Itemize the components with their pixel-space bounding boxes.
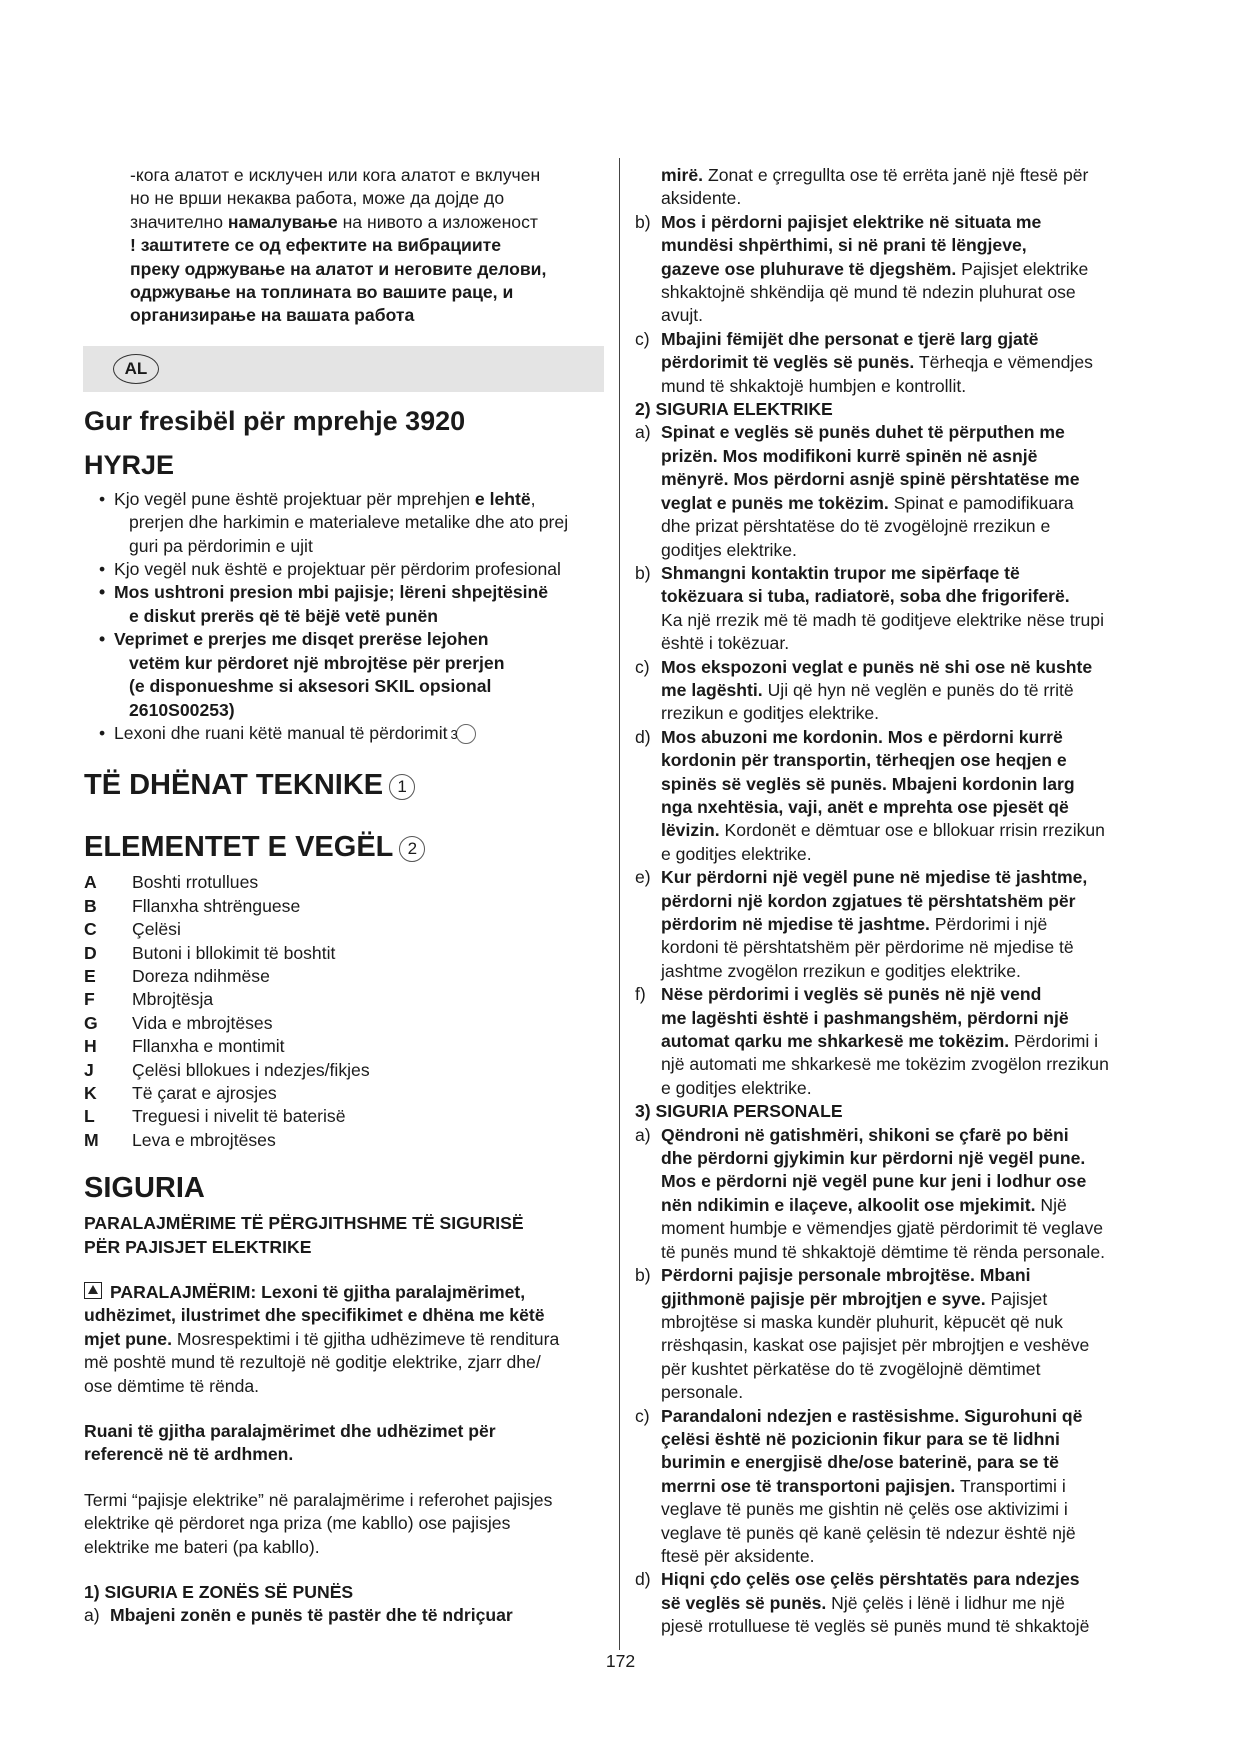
list-item [635,211,1155,328]
text-span-bold: veglat e punës me tokëzim. [661,492,889,513]
text-line: më poshtë mund të rezultojë në goditje elektrike, zjarr dhe/ [84,1352,541,1373]
item-marker: d) [635,1569,651,1590]
warning-icon [84,1282,102,1299]
list-item [84,722,604,745]
elements-heading [84,829,604,865]
text-span-bold: mirë. [661,165,704,185]
text-line: të punës mund të shkaktojë dëmtime të rënda personale. [661,1241,1106,1262]
list-item [84,581,604,628]
list-item [84,558,604,581]
text-line: avujt. [661,305,704,326]
text-line: moment humbje e vëmendjes gjatë përdorimit të veglave [661,1218,1104,1239]
item-marker: e) [635,867,651,888]
general-warning [84,1281,604,1398]
text-line: ftesë për aksidente. [661,1545,815,1566]
element-label: Butoni i bllokimit të boshtit [132,942,336,963]
text-span: Spinat e pamodifikuara [888,492,1074,513]
text-line: e goditjes elektrike. [661,843,812,864]
element-label: Leva e mbrojtëses [132,1129,276,1150]
text-span: Transportimi i [955,1475,1066,1496]
list-item [635,866,1155,983]
text-line: pjesë rrotulluese të veglës së punës mund të shkaktojë [661,1616,1090,1637]
text-span: PARALAJMËRIM: Lexoni të gjitha paralajmërimet, [110,1282,526,1302]
text-line: Mos e përdorni një vegël pune kur jeni i lodhur ose [661,1171,1087,1192]
text-span: Përdorimi i një [929,914,1048,934]
left-column [84,164,604,1628]
text-line: rrezikun e goditjes elektrike. [661,703,880,724]
figure-ref-1: 1 [389,774,415,800]
text-line: Spinat e veglës së punës duhet të përputhen me [661,422,1065,443]
text-span: Pajisjet elektrike [956,258,1089,279]
text-span: Mos ushtroni presion mbi pajisje; lëreni shpejtësinë [114,582,549,603]
text-span: Veprimet e prerjes me disqet prerëse lejohen [114,629,489,650]
text-line: nga nxehtësia, vaji, anët e mprehta ose pjesët që [661,796,1069,817]
text-line [661,1288,1155,1311]
element-key: D [84,942,97,963]
list-item [635,1264,1155,1404]
text-line: одржување на топлината во вашите раце, и [130,282,514,303]
item-marker: a) [84,1605,100,1626]
list-item [635,1568,1155,1638]
text-line [661,819,1155,842]
element-row [84,1035,604,1058]
elements-list [84,871,604,1152]
element-label: Fllanxha e montimit [132,1036,285,1057]
page-number: 172 [605,1651,636,1671]
text-line: është i tokëzuar. [661,633,790,654]
text-line: Nëse përdorimi i veglës së punës në një vend [661,984,1042,1005]
element-key: C [84,919,97,940]
macedonian-intro [84,164,604,328]
list-item [84,628,604,722]
text-line: dhe përdorni gjykimin kur përdorni një vegël pune. [661,1148,1086,1169]
text-line: prizën. Mos modifikoni kurrë spinën në asnjë [661,445,1038,466]
figure-ref-2: 2 [399,836,425,862]
element-row [84,965,604,988]
term-definition [84,1489,604,1559]
text-line: Mos ekspozoni veglat e punës në shi ose në kushte [661,656,1093,677]
text-line: veglave të punës që kanë çelësin të ndezur është një [661,1522,1076,1543]
text-line: udhëzimet, ilustrimet dhe specifikimet e dhëna me këtë [84,1305,545,1326]
text-span-bold: gazeve ose pluhurave të djegshëm. [661,258,957,279]
text-line: Hiqni çdo çelës ose çelës përshtatës para ndezjes [661,1569,1080,1590]
text-line: ! заштитете се од ефектите на вибрациите [130,235,502,256]
text-span-bold: përdorim në mjedise të jashtme. [661,914,930,934]
text-line: преку одржување на алатот и неговите делови, [130,258,547,279]
heading-text: TË DHËNAT TEKNIKE [84,769,384,802]
text-line [661,492,1155,515]
text-span: значително [130,211,228,232]
text-line: aksidente. [661,188,742,209]
text-span-bold: automat qarku me shkarkesë me tokëzim. [661,1031,1010,1052]
element-row [84,871,604,894]
element-row [84,895,604,918]
element-row [84,942,604,965]
text-line: dhe prizat përshtatëse do të zvogëlojnë rrezikun e [661,516,1051,537]
text-line: Parandaloni ndezjen e rastësishme. Sigurohuni që [661,1405,1083,1426]
element-key: A [84,872,97,893]
text-span: e diskut prerës që të bëjë vetë punën [129,605,438,626]
figure-ref-3: 3 [456,724,476,744]
list-item [635,328,1155,398]
text-line: mbrojtëse si maska kundër pluhurit, këpucët që nuk [661,1311,1063,1332]
column-divider [619,158,620,1650]
element-row [84,918,604,941]
text-line [661,913,1155,936]
text-span: Tërheqja e vëmendjes [914,352,1093,373]
list-item [635,983,1155,1100]
item-marker: f) [635,984,646,1005]
element-row [84,1129,604,1152]
text-line: Termi “pajisje elektrike” në paralajmërime i referohet pajisjes [84,1489,553,1510]
element-label: Fllanxha shtrënguese [132,895,301,916]
text-span: guri pa përdorimin e ujit [129,535,313,556]
text-line: përdorni një kordon zgjatues të përshtatshëm për [661,890,1076,911]
list-item [635,562,1155,656]
element-key: H [84,1036,97,1057]
text-line: Mos abuzoni me kordonin. Mos e përdorni kurrë [661,726,1063,747]
text-span-bold: gjithmonë pajisje për mbrojtjen e syve. [661,1288,986,1309]
text-span: на нивото а изложеност [337,211,538,232]
text-span: Zonat e çrregullta ose të errëta janë një ftesë për [703,165,1089,185]
text-span-bold: lëvizin. [661,820,720,841]
text-span: Lexoni dhe ruani këtë manual të përdorimit [114,722,448,743]
item-marker: b) [635,211,651,232]
heading-text: ELEMENTET E VEGËL [84,831,394,864]
list-item [635,421,1155,561]
text-line [661,1194,1155,1217]
language-badge: AL [113,354,159,384]
text-line: e goditjes elektrike. [661,1077,812,1098]
text-line: но не врши некаква работа, може да дојде до [130,188,505,209]
text-line: PARALAJMËRIME TË PËRGJITHSHME TË SIGURISË [84,1213,524,1234]
text-line: организирање на вашата работа [130,305,415,326]
text-line: shkaktojnë shkëndija që mund të ndezin pluhurat ose [661,282,1076,303]
element-key: L [84,1106,95,1127]
text-line: Mos i përdorni pajisjet elektrike në situata me [661,211,1042,232]
keep-instructions [84,1420,604,1467]
text-line: Përdorni pajisje personale mbrojtëse. Mbani [661,1265,1031,1286]
text-line [661,164,1155,187]
text-line: Ruani të gjitha paralajmërimet dhe udhëzimet për [84,1421,496,1442]
text-span-bold: mjet pune. [84,1328,172,1349]
item-marker: c) [635,328,650,349]
element-key: M [84,1129,99,1150]
text-span: Një [1035,1194,1067,1215]
element-label: Çelësi bllokues i ndezjes/fikjes [132,1059,370,1080]
text-span-bold: merrni ose të transportoni pajisjen. [661,1475,956,1496]
text-line: burimin e energjisë dhe/ose baterinë, para se të [661,1452,1059,1473]
text-line: Qëndroni në gatishmëri, shikoni se çfarë po bëni [661,1124,1069,1145]
tech-heading [84,767,604,803]
item-marker: c) [635,1405,650,1426]
list-item [635,1405,1155,1569]
text-line: referencë në të ardhmen. [84,1444,294,1465]
item-marker: d) [635,726,651,747]
text-span-bold: e lehtë [474,488,531,509]
element-row [84,1105,604,1128]
element-key: E [84,965,96,986]
text-line: PËR PAJISJET ELEKTRIKE [84,1236,312,1257]
text-span: (e disponueshme si aksesori SKIL opsional [129,676,492,697]
text-line [84,211,604,234]
text-line: personale. [661,1382,744,1403]
text-span: 2610S00253) [129,699,235,720]
text-line: një automati me shkarkesë me tokëzim zvogëlon rrezikun [661,1054,1109,1075]
product-title: Gur fresibël për mprehje 3920 [84,405,466,436]
list-item [635,1124,1155,1264]
list-item [635,656,1155,726]
text-line [661,1475,1155,1498]
text-line [84,1328,604,1351]
text-line: jashtme zvogëlon rrezikun e goditjes elektrike. [661,960,1021,981]
element-label: Vida e mbrojtëses [132,1012,273,1033]
text-line: kordoni të përshtatshëm për përdorime në mjedise të [661,937,1074,958]
element-row [84,1012,604,1035]
section-heading: 2) SIGURIA ELEKTRIKE [635,399,833,420]
text-line [661,351,1155,374]
item-marker: a) [635,422,651,443]
text-line: ose dëmtime të rënda. [84,1375,260,1396]
element-label: Mbrojtësja [132,989,214,1010]
siguria-heading: SIGURIA [84,1172,205,1205]
hyrje-heading: HYRJE [84,449,175,480]
text-line: rrëshqasin, kaskat ose pajisjet për mbrojtjen e veshëve [661,1335,1090,1356]
work-area-section [84,1581,604,1628]
element-label: Çelësi [132,919,181,940]
text-span: Mosrespektimi i të gjitha udhëzimeve të renditura [171,1328,560,1349]
element-label: Treguesi i nivelit të baterisë [132,1106,346,1127]
text-line: elektrike me bateri (pa kabllo). [84,1536,320,1557]
text-span: vetëm kur përdoret një mbrojtëse për prerjen [129,652,505,673]
text-line: Shmangni kontaktin trupor me sipërfaqe të [661,562,1020,583]
text-span: Përdorimi i [1009,1031,1099,1052]
element-row [84,1059,604,1082]
text-line: -кога алатот е исклучен или кога алатот е вклучен [130,165,541,185]
element-label: Boshti rrotullues [132,872,259,893]
text-line: Kur përdorni një vegël pune në mjedise të jashtme, [661,867,1088,888]
text-line: për kushtet përkatëse do të zvogëlojnë dëmtimet [661,1358,1041,1379]
item-marker: b) [635,1265,651,1286]
section-heading: 1) SIGURIA E ZONËS SË PUNËS [84,1582,354,1603]
text-line: mund të shkaktojë humbjen e kontrollit. [661,375,967,396]
language-band [83,346,604,392]
text-span: , [530,488,536,509]
text-span: Pajisjet [985,1288,1048,1309]
text-span-bold: së veglës së punës. [661,1592,827,1613]
text-span: Kjo vegël pune është projektuar për mprehjen [114,488,475,509]
text-span: Uji që hyn në veglën e punës do të rritë [762,679,1074,700]
text-line: veglave të punës me gishtin në çelës ose aktivizimi i [661,1499,1068,1520]
text-span: Kordonët e dëmtuar ose e bllokuar rrisin rrezikun [719,820,1105,841]
text-span: Kjo vegël nuk është e projektuar për përdorim profesional [114,559,561,580]
text-line [84,1281,604,1304]
element-key: B [84,895,97,916]
text-span: Një çelës i lënë i lidhur me një [826,1592,1065,1613]
item-marker: c) [635,656,650,677]
text-line: Ka një rrezik më të madh të goditjeve elektrike nëse trupi [661,609,1104,630]
siguria-subheading [84,1212,604,1259]
right-column [635,164,1155,1639]
element-label: Të çarat e ajrosjes [132,1082,277,1103]
text-line: elektrike që përdoret nga priza (me kabllo) ose pajisjes [84,1513,511,1534]
element-key: J [84,1059,94,1080]
text-line [661,1030,1155,1053]
text-line: goditjes elektrike. [661,539,797,560]
text-line: spinës së veglës së punës. Mbajeni kordonin larg [661,773,1075,794]
text-line: Mbajini fëmijët dhe personat e tjerë larg gjatë [661,328,1039,349]
hyrje-list [84,488,604,745]
text-span-bold: намалување [227,211,338,232]
text-line [661,1592,1155,1615]
element-key: F [84,989,95,1010]
list-item [84,1604,604,1627]
item-marker: a) [635,1124,651,1145]
element-row [84,988,604,1011]
text-span-bold: përdorimit të veglës së punës. [661,352,915,373]
text-line: mënyrë. Mos përdorni asnjë spinë përshtatëse me [661,469,1080,490]
text-line: me lagështi është i pashmangshëm, përdorni një [661,1007,1069,1028]
text-line: mundësi shpërthimi, si në prani të lëngjeve, [661,235,1027,256]
item-marker: b) [635,562,651,583]
text-line [661,679,1155,702]
element-row [84,1082,604,1105]
text-line: kordonin për transportin, tërheqjen ose heqjen e [661,750,1067,771]
section-heading: 3) SIGURIA PERSONALE [635,1101,843,1122]
list-item [635,726,1155,866]
text-line [661,258,1155,281]
element-key: K [84,1082,97,1103]
text-line: tokëzuara si tuba, radiatorë, soba dhe frigoriferë. [661,586,1070,607]
text-line: çelësi është në pozicionin fikur para se të lidhni [661,1428,1060,1449]
text-span-bold: nën ndikimin e ilaçeve, alkoolit ose mjekimit. [661,1194,1036,1215]
text-span-bold: me lagështi. [661,679,763,700]
continued-item [635,164,1155,211]
element-label: Doreza ndihmëse [132,965,270,986]
list-item [84,488,604,558]
text-span: prerjen dhe harkimin e materialeve metalike dhe ato prej [129,512,569,533]
element-key: G [84,1012,98,1033]
text-span: Mbajeni zonën e punës të pastër dhe të ndriçuar [110,1605,513,1626]
